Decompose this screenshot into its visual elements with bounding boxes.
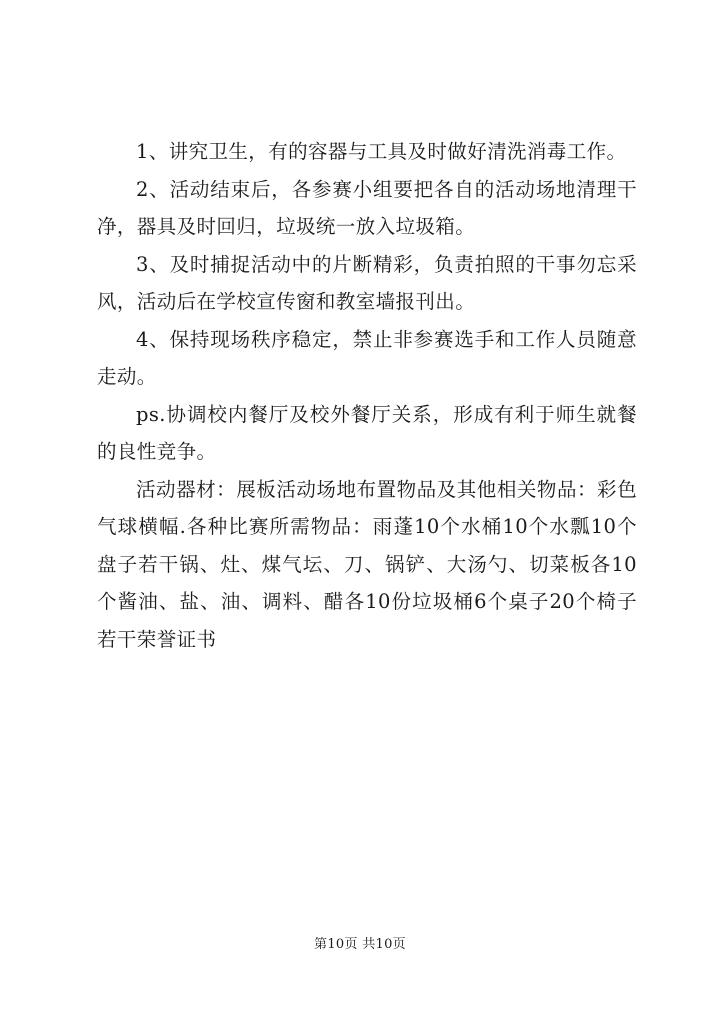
document-body (97, 133, 637, 658)
paragraph-cleanup: 2、活动结束后，各参赛小组要把各自的活动场地清理干净，器具及时回归，垃圾统一放入垃圾箱。 (97, 177, 637, 238)
paragraph-ps-canteen: ps.协调校内餐厅及校外餐厅关系，形成有利于师生就餐的良性竞争。 (97, 402, 637, 463)
paragraph-equipment: 活动器材：展板活动场地布置物品及其他相关物品：彩色气球横幅.各种比赛所需物品：雨蓬10个水桶10个水瓢10个盘子若干锅、灶、煤气坛、刀、锅铲、大汤勺、切菜板各10个酱油、盐、油、调料、醋各10份垃圾桶6个桌子20个椅子若干荣誉证书 (97, 477, 637, 651)
paragraph-order: 4、保持现场秩序稳定，禁止非参赛选手和工作人员随意走动。 (97, 327, 637, 388)
paragraph-photography: 3、及时捕捉活动中的片断精彩，负责拍照的干事勿忘采风，活动后在学校宣传窗和教室墙报刊出。 (97, 252, 637, 313)
page-footer: 第10页 共10页 (314, 937, 406, 952)
paragraph-hygiene: 1、讲究卫生，有的容器与工具及时做好清洗消毒工作。 (136, 140, 627, 163)
